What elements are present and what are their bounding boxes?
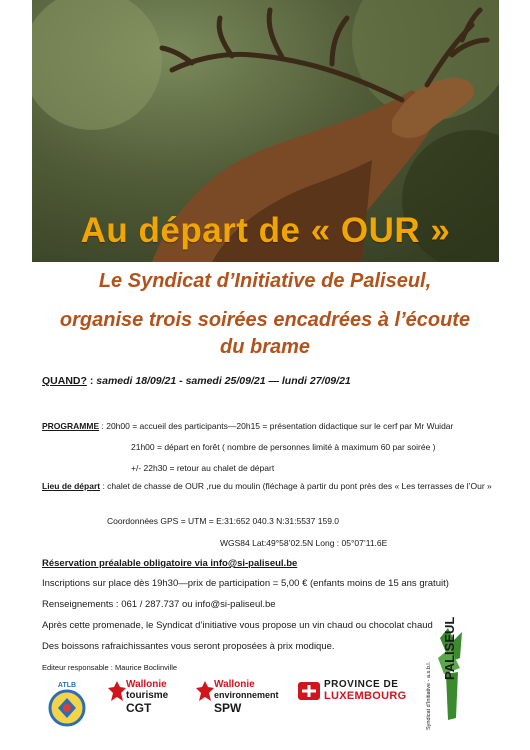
after-walk-info: Après cette promenade, le Syndicat d’initiative vous propose un vin chaud ou chocolat chaud — [42, 620, 433, 631]
when-sep: : — [86, 375, 97, 387]
programme-line2: 21h00 = départ en forêt ( nombre de personnes limité à maximum 60 par soirée ) — [131, 442, 436, 452]
lieu-text: : chalet de chasse de OUR ,rue du moulin (fléchage à partir du pont près des « Les terrasses de l’Our » — [100, 481, 492, 491]
tourisme-word: tourisme — [126, 690, 169, 701]
paliseul-logo — [420, 616, 484, 734]
programme-text1: : 20h00 = accueil des participants—20h15 = présentation didactique sur le cerf par Mr Wuidar — [99, 421, 454, 431]
reservation-notice: Réservation préalable obligatoire via info@si-paliseul.be — [42, 558, 298, 569]
wallonie-word-2: Wallonie — [214, 679, 255, 690]
wgs84-coordinates: WGS84 Lat:49°58’02.5N Long : 05°07’11.6E — [220, 538, 388, 548]
when-label: QUAND? — [42, 375, 87, 387]
organizer-heading: Le Syndicat d’Initiative de Paliseul, — [98, 270, 432, 292]
lieu-label: Lieu de départ — [42, 481, 101, 491]
publisher-line: Editeur responsable : Maurice Boclinville — [42, 663, 178, 672]
event-title: Au départ de « OUR » — [80, 211, 451, 250]
inscriptions-info: Inscriptions sur place dès 19h30—prix de participation = 5,00 € (enfants moins de 15 ans gratuit) — [42, 578, 449, 589]
atlb-logo — [44, 682, 90, 728]
drinks-info: Des boissons rafraichissantes vous seront proposées à prix modique. — [42, 641, 335, 652]
atlb-label: ATLB — [57, 682, 77, 689]
paliseul-wordmark: PALISEUL — [442, 616, 457, 680]
departure-place — [42, 481, 492, 492]
contact-info: Renseignements : 061 / 287.737 ou info@si-paliseul.be — [42, 599, 276, 610]
cgt-word: CGT — [126, 701, 152, 715]
deer-photo — [32, 0, 499, 262]
event-description-line1: organise trois soirées encadrées à l’écoute — [59, 309, 471, 331]
province-luxembourg-logo — [298, 679, 407, 705]
when-dates: samedi 18/09/21 - samedi 25/09/21 — lundi 27/09/21 — [96, 375, 351, 387]
event-description-line2: du brame — [219, 336, 311, 358]
wallonie-environnement-logo — [196, 679, 279, 719]
paliseul-tagline: Syndicat d’Initiative - a.s.b.l. — [426, 661, 432, 730]
province-word: PROVINCE DE — [324, 679, 399, 690]
wallonie-word: Wallonie — [126, 679, 167, 690]
luxembourg-word: LUXEMBOURG — [324, 690, 407, 702]
when-line — [42, 375, 351, 388]
environnement-word: environnement — [214, 690, 279, 700]
programme-line3: +/- 22h30 = retour au chalet de départ — [131, 463, 275, 473]
spw-word: SPW — [214, 701, 242, 715]
gps-coordinates: Coordonnées GPS = UTM = E:31:652 040.3 N:31:5537 159.0 — [107, 516, 340, 526]
programme-line1 — [42, 420, 453, 433]
wallonie-tourisme-logo — [108, 679, 168, 719]
programme-label: PROGRAMME — [42, 421, 100, 431]
